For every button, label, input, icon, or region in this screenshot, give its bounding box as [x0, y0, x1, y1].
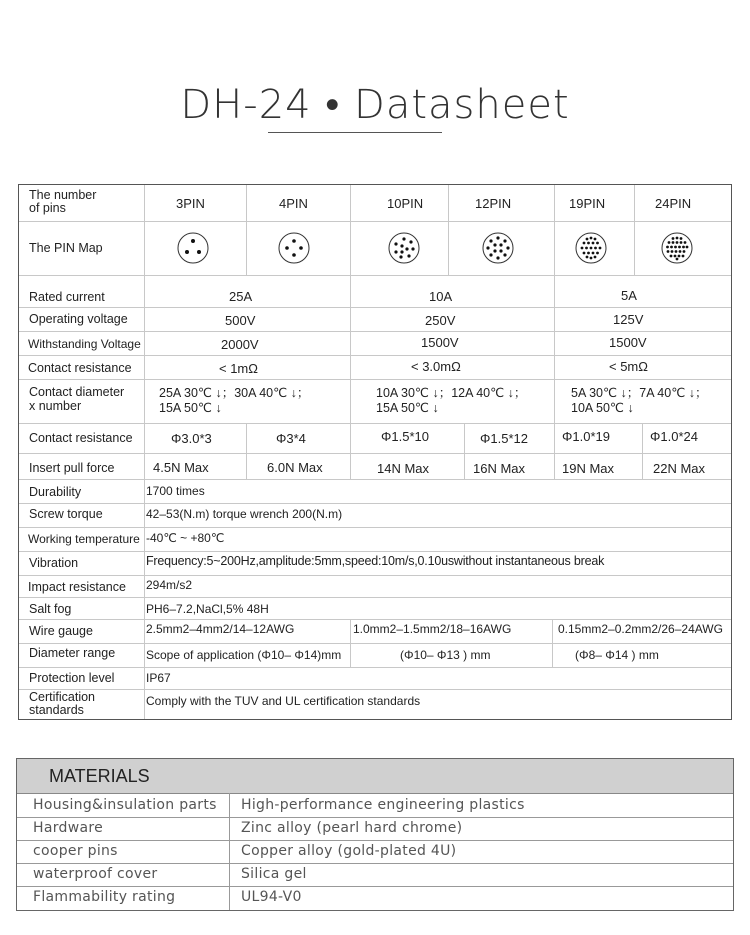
- wire-gauge-cell: 0.15mm2–0.2mm2/26–24AWG: [558, 622, 723, 636]
- pin-diameter-cell: Φ3.0*3: [171, 431, 212, 446]
- spec-table: [18, 184, 732, 720]
- materials-table: [16, 758, 734, 911]
- pull-force-cell: 14N Max: [377, 461, 430, 476]
- row-divider: [19, 551, 731, 552]
- diameter-range-cell: (Φ8– Φ14 ) mm: [575, 648, 659, 662]
- operating-voltage-cell: 500V: [225, 313, 256, 328]
- col-divider: [552, 619, 553, 667]
- label-withstanding-voltage: Withstanding Voltage: [28, 337, 141, 351]
- label-vibration: Vibration: [29, 556, 79, 570]
- col-divider: [350, 185, 351, 479]
- pin-count-cell: 4PIN: [279, 196, 308, 211]
- col-divider: [634, 185, 635, 275]
- withstanding-voltage-cell: 1500V: [421, 335, 459, 350]
- impact-resistance-value: 294m/s2: [146, 578, 193, 592]
- label-working-temperature: Working temperature: [28, 532, 140, 546]
- row-divider: [19, 643, 731, 644]
- pin-diameter-cell: Φ1.0*24: [650, 429, 698, 444]
- label-contact-resistance: Contact resistance: [28, 361, 132, 375]
- label-rated-current: Rated current: [29, 290, 105, 304]
- row-divider: [19, 503, 731, 504]
- diameter-range-cell: (Φ10– Φ13 ) mm: [400, 648, 491, 662]
- materials-row: [17, 863, 733, 887]
- pin-diameter-cell: Φ1.5*12: [480, 431, 528, 446]
- col-divider: [448, 185, 449, 275]
- row-divider: [19, 423, 731, 424]
- pin-diameter-cell: Φ3*4: [276, 431, 306, 446]
- withstanding-voltage-cell: 2000V: [221, 337, 259, 352]
- pull-force-cell: 19N Max: [562, 461, 615, 476]
- pin-count-cell: 19PIN: [569, 196, 606, 211]
- pin-map-10-icon: [388, 232, 420, 264]
- title-underline: [268, 132, 442, 133]
- withstanding-voltage-cell: 1500V: [609, 335, 647, 350]
- row-divider: [19, 689, 731, 690]
- screw-torque-value: 42–53(N.m) torque wrench 200(N.m): [146, 507, 343, 521]
- label-pin-map: The PIN Map: [29, 241, 103, 255]
- pin-count-cell: 10PIN: [387, 196, 424, 211]
- pull-force-cell: 4.5N Max: [153, 460, 209, 475]
- label-contact-resistance: Contact resistance: [29, 431, 133, 445]
- protection-level-value: IP67: [146, 671, 171, 685]
- row-divider: [19, 331, 731, 332]
- wire-gauge-cell: 2.5mm2–4mm2/14–12AWG: [146, 622, 295, 636]
- label-insert-pull-force: Insert pull force: [29, 461, 115, 475]
- label-contact-diameter: Contact diameter x number: [29, 385, 125, 413]
- row-divider: [19, 453, 731, 454]
- materials-header: [17, 759, 733, 794]
- contact-resistance-cell: < 5mΩ: [609, 359, 648, 374]
- materials-key: cooper pins: [33, 843, 118, 859]
- contact-diameter-cell: 10A 30℃ ↓；12A 40℃ ↓； 15A 50℃ ↓: [376, 386, 527, 415]
- label-protection-level: Protection level: [29, 671, 115, 685]
- pin-map-12-icon: [482, 232, 514, 264]
- label-wire-gauge: Wire gauge: [29, 624, 93, 638]
- contact-resistance-cell: < 1mΩ: [219, 361, 258, 376]
- operating-voltage-cell: 125V: [613, 312, 644, 327]
- rated-current-cell: 5A: [621, 288, 637, 303]
- col-divider: [246, 423, 247, 479]
- materials-heading: MATERIALS: [49, 766, 150, 786]
- label-pins: The number of pins: [29, 188, 97, 215]
- label-operating-voltage: Operating voltage: [29, 312, 128, 326]
- row-divider: [19, 379, 731, 380]
- row-divider: [19, 575, 731, 576]
- pull-force-cell: 22N Max: [653, 461, 706, 476]
- row-divider: [19, 667, 731, 668]
- row-divider: [19, 275, 731, 276]
- materials-value: High-performance engineering plastics: [241, 797, 525, 813]
- row-divider: [19, 355, 731, 356]
- pin-diameter-cell: Φ1.5*10: [381, 429, 429, 444]
- durability-value: 1700 times: [146, 484, 205, 498]
- col-divider: [464, 423, 465, 479]
- label-screw-torque: Screw torque: [29, 507, 103, 521]
- page-title: DH-24 • Datasheet: [180, 82, 570, 128]
- salt-fog-value: PH6–7.2,NaCl,5% 48H: [146, 602, 269, 616]
- pin-count-cell: 3PIN: [176, 196, 205, 211]
- col-divider: [246, 185, 247, 275]
- materials-key: Housing&insulation parts: [33, 797, 217, 813]
- row-divider: [19, 619, 731, 620]
- materials-key: Hardware: [33, 820, 103, 836]
- materials-row: [17, 886, 733, 909]
- pin-map-24-icon: [661, 232, 693, 264]
- col-divider: [350, 619, 351, 667]
- pin-map-4-icon: [278, 232, 310, 264]
- rated-current-cell: 25A: [229, 289, 253, 304]
- contact-resistance-cell: < 3.0mΩ: [411, 359, 461, 374]
- label-salt-fog: Salt fog: [29, 602, 72, 616]
- row-divider: [19, 221, 731, 222]
- label-certification: Certification standards: [29, 690, 95, 717]
- materials-value: Silica gel: [241, 866, 307, 882]
- materials-value: Copper alloy (gold-plated 4U): [241, 843, 457, 859]
- certification-value: Comply with the TUV and UL certification standards: [146, 694, 421, 708]
- contact-diameter-cell: 5A 30℃ ↓；7A 40℃ ↓； 10A 50℃ ↓: [571, 386, 708, 415]
- label-impact-resistance: Impact resistance: [28, 580, 126, 594]
- pin-map-19-icon: [575, 232, 607, 264]
- pull-force-cell: 6.0N Max: [267, 460, 323, 475]
- materials-value: Zinc alloy (pearl hard chrome): [241, 820, 463, 836]
- wire-gauge-cell: 1.0mm2–1.5mm2/18–16AWG: [353, 622, 512, 636]
- row-divider: [19, 307, 731, 308]
- operating-voltage-cell: 250V: [425, 313, 456, 328]
- label-diameter-range: Diameter range: [29, 646, 116, 660]
- row-divider: [19, 479, 731, 480]
- materials-key: waterproof cover: [33, 866, 158, 882]
- working-temperature-value: -40℃ ~ +80℃: [146, 531, 225, 545]
- pin-map-3-icon: [177, 232, 209, 264]
- pull-force-cell: 16N Max: [473, 461, 526, 476]
- rated-current-cell: 10A: [429, 289, 453, 304]
- pin-count-cell: 12PIN: [475, 196, 512, 211]
- vibration-value: Frequency:5~200Hz,amplitude:5mm,speed:10m/s,0.10uswithout instantaneous break: [146, 554, 605, 568]
- diameter-range-cell: Scope of application (Φ10– Φ14)mm: [146, 648, 342, 662]
- label-durability: Durability: [29, 485, 82, 499]
- col-divider: [554, 185, 555, 479]
- materials-row: [17, 817, 733, 841]
- row-divider: [19, 527, 731, 528]
- pin-diameter-cell: Φ1.0*19: [562, 429, 610, 444]
- materials-value: UL94-V0: [241, 889, 302, 905]
- materials-row: [17, 794, 733, 818]
- row-divider: [19, 597, 731, 598]
- col-divider: [642, 423, 643, 479]
- col-divider: [144, 185, 145, 719]
- contact-diameter-cell: 25A 30℃ ↓；30A 40℃ ↓； 15A 50℃ ↓: [159, 386, 310, 415]
- materials-key: Flammability rating: [33, 889, 176, 905]
- materials-row: [17, 840, 733, 864]
- pin-count-cell: 24PIN: [655, 196, 692, 211]
